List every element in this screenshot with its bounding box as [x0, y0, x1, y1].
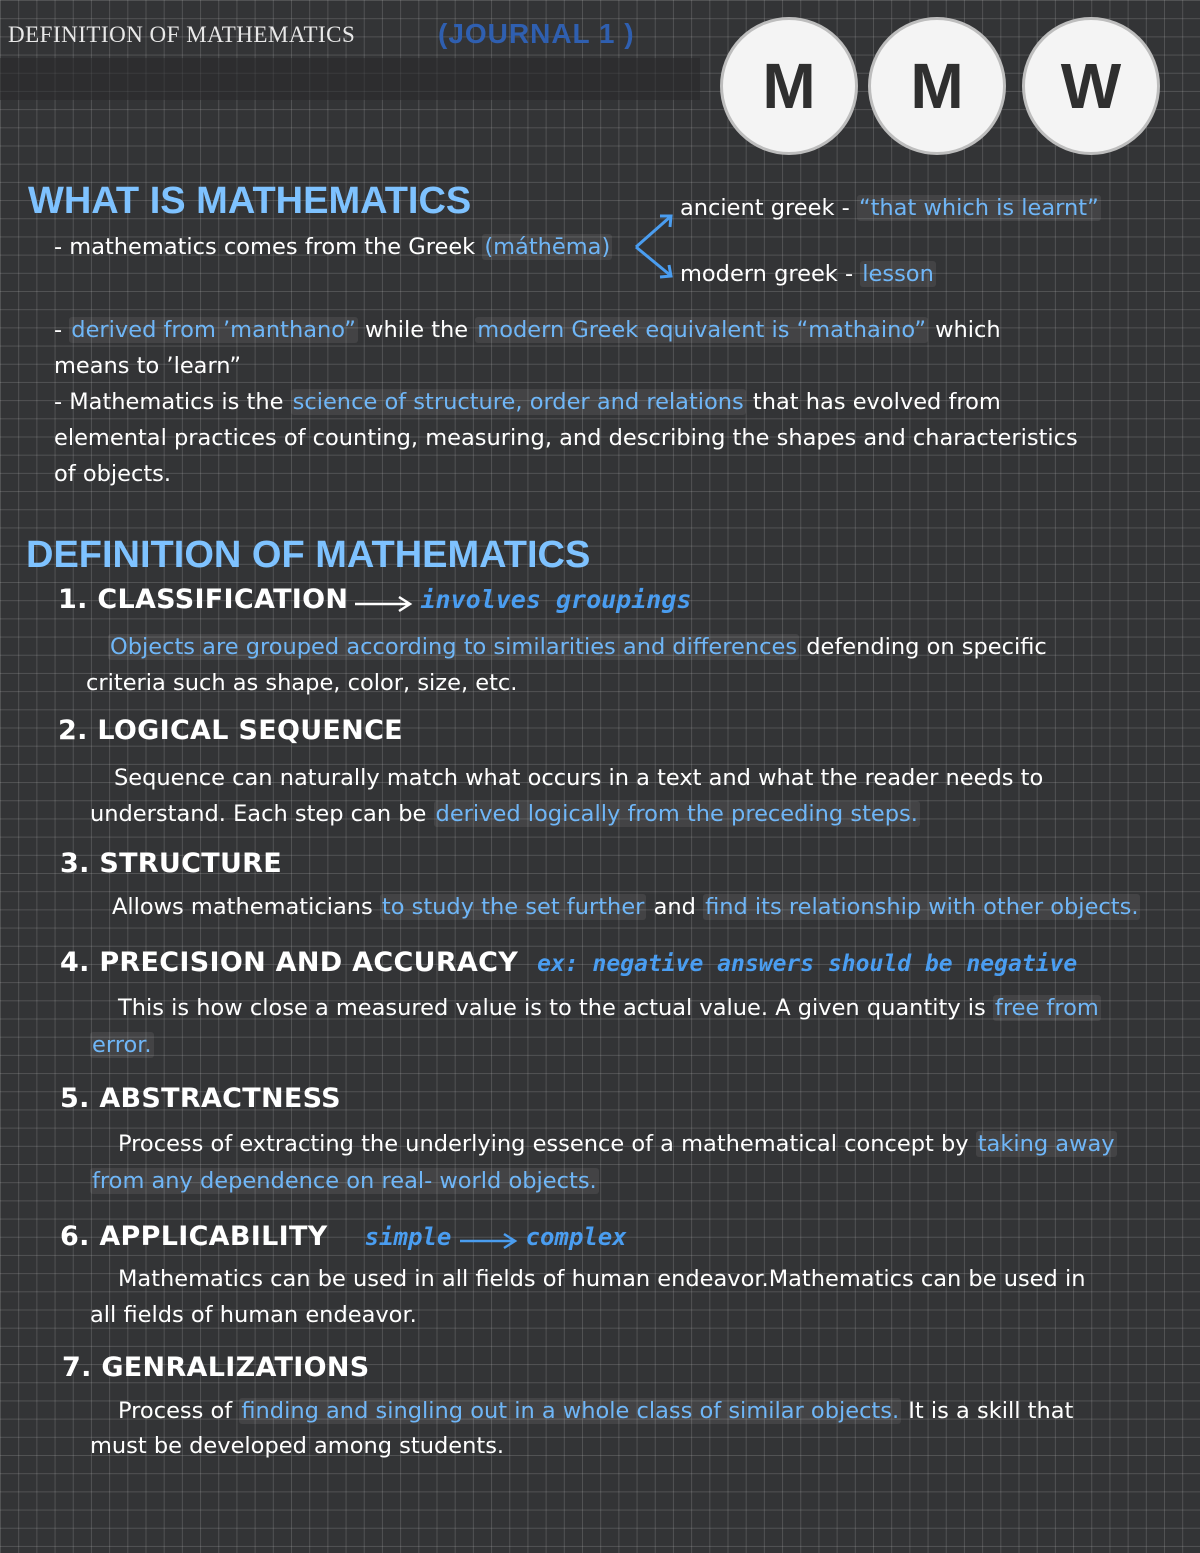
science-highlight: science of structure, order and relations — [292, 389, 744, 415]
science-line-2: elemental practices of counting, measuring, and describing the shapes and characteristics — [54, 425, 1078, 451]
item-text: and — [646, 894, 704, 920]
logo-circle-w: W — [1022, 17, 1160, 155]
item-text: It is a skill that — [901, 1398, 1074, 1424]
derived-dash: - — [54, 317, 70, 343]
derived-manthano: derived from ’manthano” — [71, 317, 356, 343]
item-structure-line-1 — [112, 889, 1140, 925]
item-precision-header — [60, 947, 1077, 978]
handwritten-note-to: complex — [525, 1223, 627, 1251]
doc-title: DEFINITION OF MATHEMATICS — [8, 22, 356, 47]
item-highlight: free from — [994, 995, 1099, 1021]
item-text: understand. Each step can be — [90, 801, 434, 827]
origin-prefix: - mathematics comes from the Greek — [54, 234, 483, 260]
item-logical-line-1: Sequence can naturally match what occurs in a text and what the reader needs to — [114, 765, 1044, 791]
branch-ancient — [680, 190, 1101, 226]
science-line-1 — [54, 384, 1001, 420]
item-text: defending on specific — [799, 634, 1047, 660]
item-generalizations-title: 7. GENRALIZATIONS — [62, 1352, 370, 1383]
item-applicability-line-1: Mathematics can be used in all fields of human endeavor.Mathematics can be used in — [118, 1266, 1086, 1292]
branch-arrow-up — [636, 217, 670, 247]
item-highlight: error. — [92, 1032, 152, 1058]
derived-mid: while the — [357, 317, 476, 343]
handwritten-note-from: simple — [364, 1223, 452, 1251]
logo-circle-m1: M — [720, 17, 858, 155]
branch-arrows — [630, 205, 682, 285]
branch-modern — [680, 256, 936, 292]
item-abstractness-line-2 — [90, 1163, 599, 1199]
item-text: Process of extracting the underlying essence of a mathematical concept by — [118, 1131, 976, 1157]
item-highlight: derived logically from the preceding steps. — [435, 801, 918, 827]
definition-heading: DEFINITION OF MATHEMATICS — [26, 534, 591, 576]
item-highlight: to study the set further — [381, 894, 645, 920]
item-highlight: finding and singling out in a whole class of similar objects. — [241, 1398, 900, 1424]
item-highlight: Objects are grouped according to similarities and differences — [110, 634, 798, 660]
handwritten-note: involves groupings — [420, 585, 692, 614]
logo-circle-m2: M — [868, 17, 1006, 155]
item-title: 4. PRECISION AND ACCURACY — [60, 947, 519, 978]
item-text: Process of — [118, 1398, 240, 1424]
right-arrow-icon — [353, 594, 415, 614]
item-title: 6. APPLICABILITY — [60, 1221, 328, 1252]
derived-line-2: means to ’learn” — [54, 353, 241, 379]
item-applicability-header — [60, 1221, 627, 1252]
item-abstractness-title: 5. ABSTRACTNESS — [60, 1083, 341, 1114]
branch-modern-label: modern greek - — [680, 261, 861, 287]
item-classification-header — [58, 584, 691, 615]
branch-arrow-down — [636, 247, 670, 275]
item-text: This is how close a measured value is to the actual value. A given quantity is — [118, 995, 993, 1021]
derived-end: which — [927, 317, 1001, 343]
item-applicability-line-2: all fields of human endeavor. — [90, 1302, 417, 1328]
science-line-3: of objects. — [54, 461, 172, 487]
item-highlight: from any dependence on real- world objects. — [92, 1168, 597, 1194]
item-highlight: find its relationship with other objects. — [705, 894, 1139, 920]
item-generalizations-line-2: must be developed among students. — [90, 1433, 505, 1459]
science-end: that has evolved from — [745, 389, 1001, 415]
item-abstractness-line-1 — [118, 1126, 1117, 1162]
branch-ancient-label: ancient greek - — [680, 195, 857, 221]
derived-mathaino: modern Greek equivalent is “mathaino” — [477, 317, 926, 343]
item-classification-line-2: criteria such as shape, color, size, etc. — [86, 670, 518, 696]
origin-line — [54, 229, 612, 265]
what-is-heading: WHAT IS MATHEMATICS — [28, 180, 472, 222]
item-text: Allows mathematicians — [112, 894, 380, 920]
branch-modern-value: lesson — [862, 261, 934, 287]
right-arrow-icon — [456, 1231, 520, 1251]
journal-label: (JOURNAL 1 ) — [438, 18, 635, 49]
item-highlight: taking away — [977, 1131, 1115, 1157]
handwritten-note: ex: negative answers should be negative — [537, 951, 1078, 977]
item-generalizations-line-1 — [118, 1393, 1073, 1429]
branch-ancient-value: “that which is learnt” — [858, 195, 1099, 221]
item-logical-line-2 — [90, 796, 920, 832]
origin-word: (máthēma) — [484, 234, 611, 260]
derived-line-1 — [54, 312, 1001, 348]
item-title: 1. CLASSIFICATION — [58, 584, 349, 615]
item-classification-line-1 — [108, 629, 1047, 665]
item-precision-line-1 — [118, 990, 1101, 1026]
item-structure-title: 3. STRUCTURE — [60, 848, 283, 879]
title-underline-band — [0, 58, 700, 100]
science-start: - Mathematics is the — [54, 389, 291, 415]
item-precision-line-2 — [90, 1027, 154, 1063]
item-logical-sequence-title: 2. LOGICAL SEQUENCE — [58, 715, 403, 746]
